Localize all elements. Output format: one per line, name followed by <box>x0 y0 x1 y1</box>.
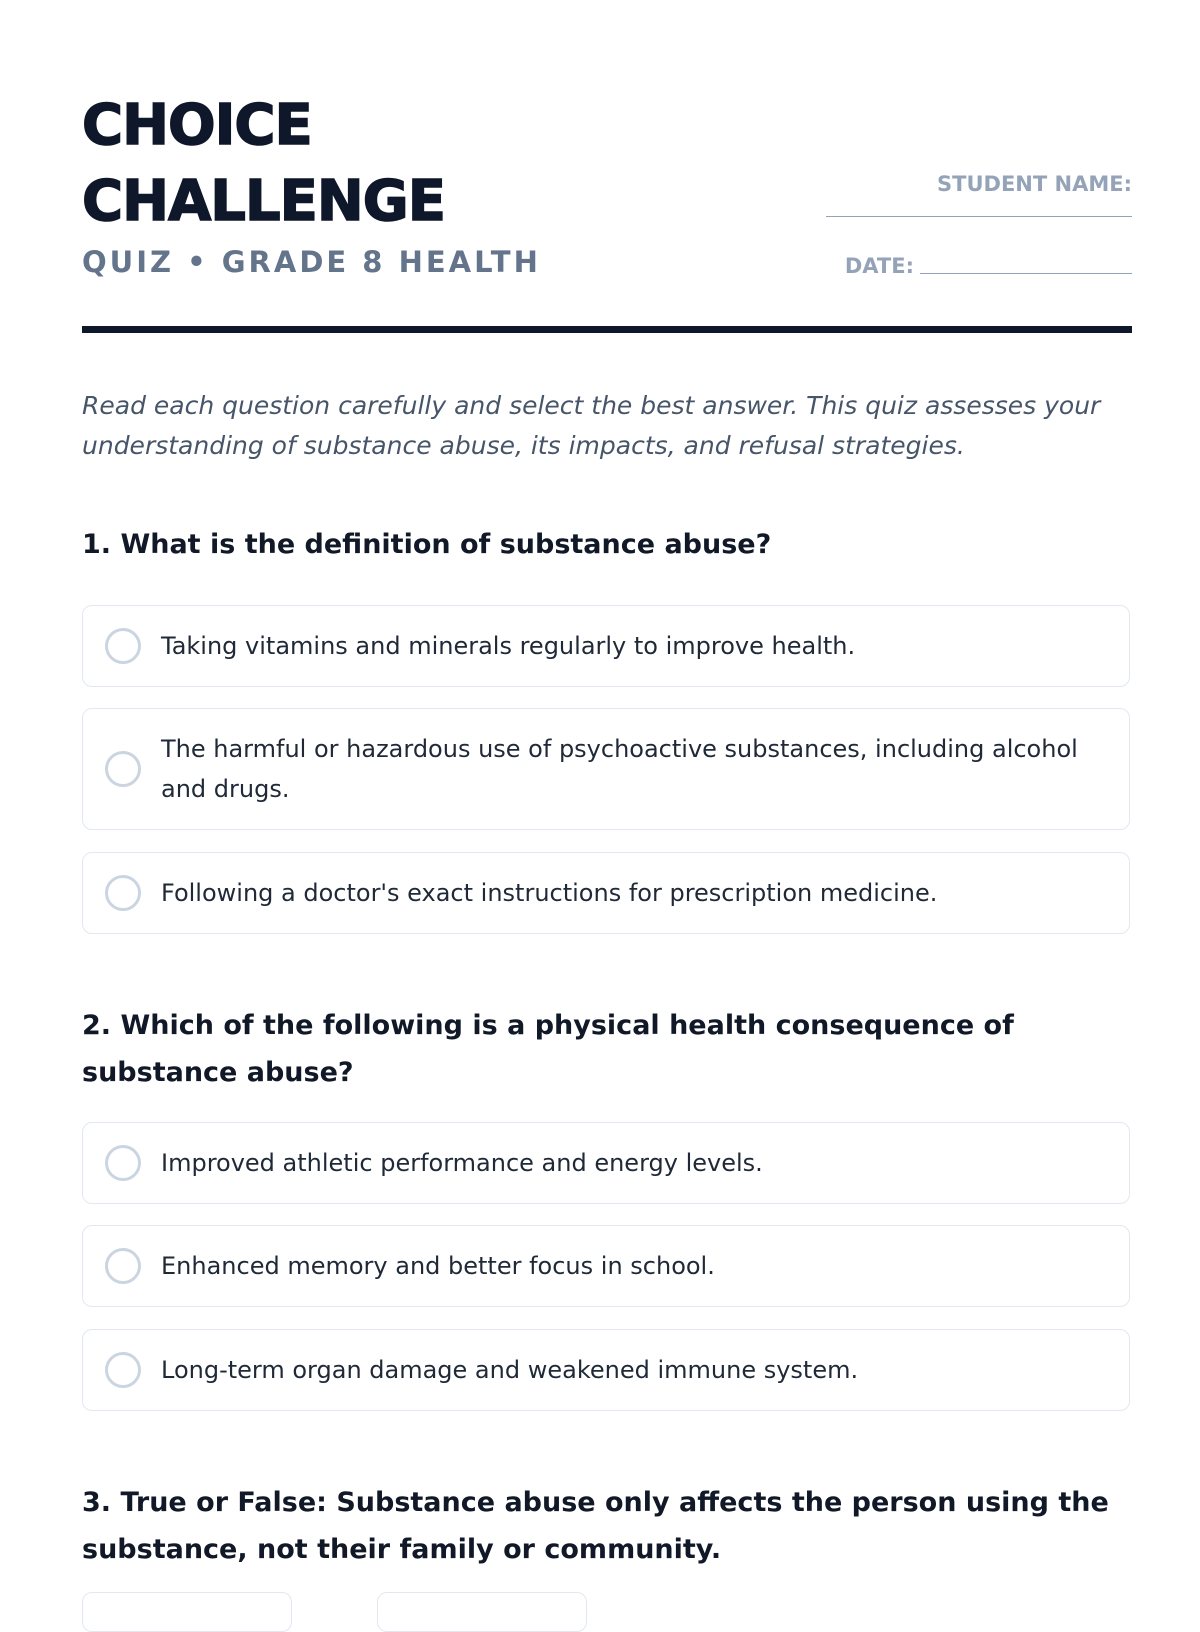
question-3-title: 3. True or False: Substance abuse only affects the person using the substance, not their family or community. <box>82 1487 1109 1565</box>
question-1-option-a[interactable] <box>82 605 1130 687</box>
student-name-field[interactable] <box>826 216 1132 217</box>
radio-button[interactable] <box>105 875 141 911</box>
false-option[interactable] <box>377 1592 587 1632</box>
question-2-option-c[interactable] <box>82 1329 1130 1411</box>
question-1-option-c[interactable] <box>82 852 1130 934</box>
radio-button[interactable] <box>105 1248 141 1284</box>
true-option[interactable] <box>82 1592 292 1632</box>
radio-button[interactable] <box>105 751 141 787</box>
quiz-instructions: Read each question carefully and select the best answer. This quiz assesses your understanding of substance abuse, its impacts, and refusal strategies. <box>82 391 1101 460</box>
date-row <box>845 254 1132 278</box>
radio-button[interactable] <box>105 628 141 664</box>
quiz-title <box>82 88 445 240</box>
option-text: Long-term organ damage and weakened immune system. <box>161 1356 859 1384</box>
title-line-2: CHALLENGE <box>82 169 446 234</box>
date-field[interactable] <box>920 273 1132 274</box>
quiz-page <box>82 0 1132 1565</box>
question-2-option-a[interactable] <box>82 1122 1130 1204</box>
option-text: The harmful or hazardous use of psychoactive substances, including alcohol and drugs. <box>161 735 1078 803</box>
header-divider <box>82 326 1132 333</box>
option-text: Improved athletic performance and energy levels. <box>161 1149 763 1177</box>
question-2-option-b[interactable] <box>82 1225 1130 1307</box>
question-2-title: 2. Which of the following is a physical health consequence of substance abuse? <box>82 1010 1014 1088</box>
title-line-1: CHOICE <box>82 93 312 158</box>
quiz-header <box>82 0 1132 334</box>
true-false-options <box>82 1592 1132 1600</box>
question-1-option-b[interactable] <box>82 708 1130 830</box>
option-text: Taking vitamins and minerals regularly to improve health. <box>161 632 856 660</box>
option-text: Following a doctor's exact instructions for prescription medicine. <box>161 879 938 907</box>
radio-button[interactable] <box>105 1352 141 1388</box>
option-text: Enhanced memory and better focus in school. <box>161 1252 715 1280</box>
date-label: DATE: <box>844 254 914 278</box>
question-1-title: 1. What is the definition of substance abuse? <box>82 529 772 560</box>
radio-button[interactable] <box>105 1145 141 1181</box>
student-name-label: STUDENT NAME: <box>937 172 1132 196</box>
quiz-subtitle: QUIZ • GRADE 8 HEALTH <box>82 245 541 279</box>
